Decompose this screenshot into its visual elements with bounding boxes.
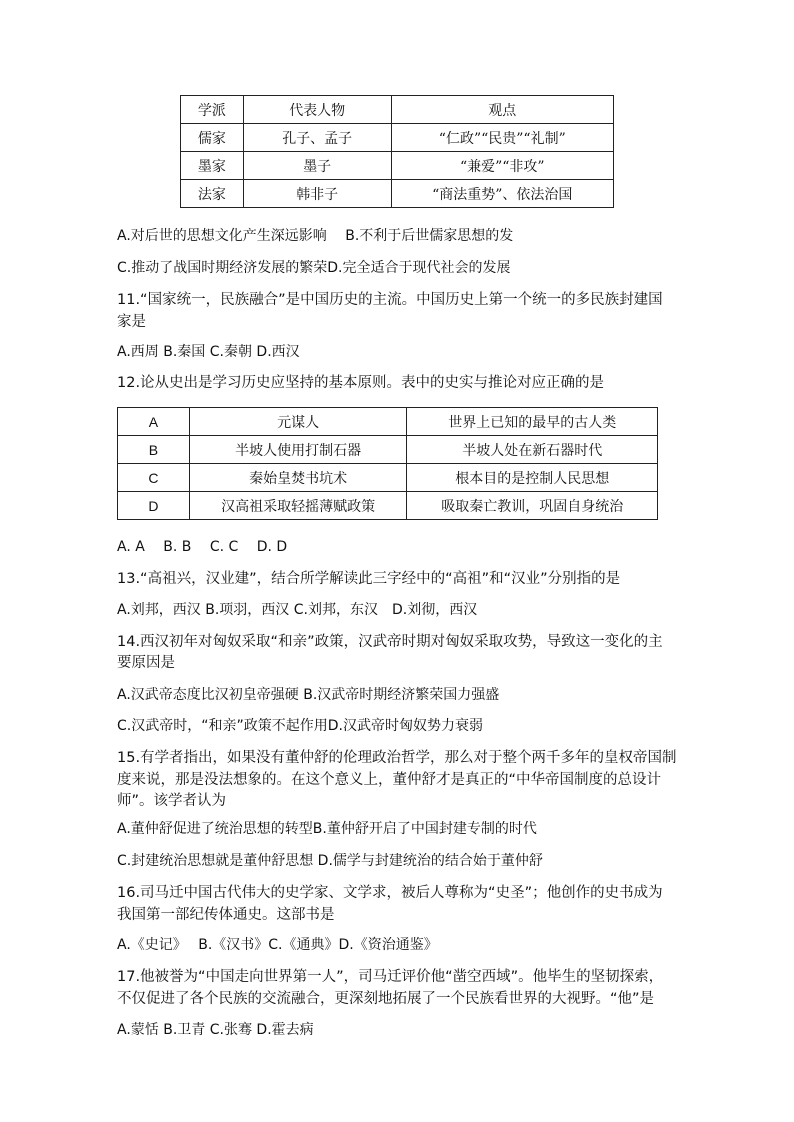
table-row — [181, 180, 614, 208]
table-row — [181, 124, 614, 152]
q14-options-line1: A.汉武帝态度比汉初皇帝强硬 B.汉武帝时期经济繁荣国力强盛 — [117, 687, 500, 703]
q10-options-line1: A.对后世的思想文化产生深远影响 B.不利于后世儒家思想的发 — [117, 228, 514, 244]
table-cell: 法家 — [181, 180, 244, 208]
q13-options: A.刘邦，西汉 B.项羽，西汉 C.刘邦，东汉 D.刘彻，西汉 — [117, 602, 478, 618]
q16-stem-line2: 我国第一部纪传体通史。这部书是 — [117, 907, 335, 923]
q15-stem-line3: 师”。该学者认为 — [117, 793, 227, 809]
q11-options: A.西周 B.秦国 C.秦朝 D.西汉 — [117, 344, 300, 360]
q13-stem: 13.“高祖兴，汉业建”，结合所学解读此三字经中的“高祖”和“汉业”分别指的是 — [117, 571, 621, 587]
q16-stem-line1: 16.司马迁中国古代伟大的史学家、文学求，被后人尊称为“史圣”；他创作的史书成为 — [117, 885, 663, 901]
table-row — [118, 408, 658, 436]
q14-stem-line2: 要原因是 — [117, 655, 175, 671]
q10-options-line2: C.推动了战国时期经济发展的繁荣D.完全适合于现代社会的发展 — [117, 260, 511, 276]
q15-options-line1: A.董仲舒促进了统治思想的转型B.董仲舒开启了中国封建专制的时代 — [117, 821, 537, 837]
q17-options: A.蒙恬 B.卫青 C.张骞 D.霍去病 — [117, 1022, 314, 1038]
q11-stem-line2: 家是 — [117, 314, 146, 330]
q14-stem-line1: 14.西汉初年对匈奴采取“和亲”政策，汉武帝时期对匈奴采取攻势，导致这一变化的主 — [117, 634, 663, 650]
table-cell: 元谋人 — [189, 408, 407, 436]
table-cell: A — [118, 408, 190, 436]
table-cell: 半坡人使用打制石器 — [189, 436, 407, 464]
table-header-cell: 观点 — [391, 96, 613, 124]
q17-stem-line2: 不仅促进了各个民族的交流融合，更深刻地拓展了一个民族看世界的大视野。“他”是 — [117, 991, 655, 1007]
q12-options: A. A B. B C. C D. D — [117, 539, 288, 555]
table-cell: 世界上已知的最早的古人类 — [407, 408, 658, 436]
table-header-cell: 代表人物 — [243, 96, 391, 124]
table-header-row — [181, 96, 614, 124]
table-cell: 吸取秦亡教训，巩固自身统治 — [407, 492, 658, 520]
table-cell: 孔子、孟子 — [243, 124, 391, 152]
q15-stem-line2: 度来说，那是没法想象的。在这个意义上，董仲舒才是真正的“中华帝国制度的总设计 — [117, 772, 662, 788]
table-cell: 墨家 — [181, 152, 244, 180]
table-row — [181, 152, 614, 180]
table-cell: “兼爱”“非攻” — [391, 152, 613, 180]
q14-options-line2: C.汉武帝时，“和亲”政策不起作用D.汉武帝时匈奴势力衰弱 — [117, 718, 483, 734]
table-cell: “商法重势”、依法治国 — [391, 180, 613, 208]
table-cell: 秦始皇焚书坑术 — [189, 464, 407, 492]
table-cell: B — [118, 436, 190, 464]
table-cell: D — [118, 492, 190, 520]
q12-stem: 12.论从史出是学习历史应坚持的基本原则。表中的史实与推论对应正确的是 — [117, 375, 605, 391]
q15-stem-line1: 15.有学者指出，如果没有董仲舒的伦理政治哲学，那么对于整个两千多年的皇权帝国制 — [117, 750, 677, 766]
table-row — [118, 436, 658, 464]
q16-options: A.《史记》 B.《汉书》C.《通典》D.《资治通鉴》 — [117, 937, 438, 953]
fact-inference-table — [117, 407, 658, 520]
table-row — [118, 492, 658, 520]
table-cell: C — [118, 464, 190, 492]
q15-options-line2: C.封建统治思想就是董仲舒思想 D.儒学与封建统治的结合始于董仲舒 — [117, 853, 543, 869]
table-cell: 韩非子 — [243, 180, 391, 208]
table-cell: “仁政”“民贵”“礼制” — [391, 124, 613, 152]
table-row — [118, 464, 658, 492]
table-cell: 半坡人处在新石器时代 — [407, 436, 658, 464]
q17-stem-line1: 17.他被誉为“中国走向世界第一人”，司马迁评价他“凿空西域”。他毕生的坚韧探索， — [117, 969, 664, 985]
q11-stem-line1: 11.“国家统一，民族融合”是中国历史的主流。中国历史上第一个统一的多民族封建国 — [117, 292, 663, 308]
school-thought-table — [180, 95, 614, 208]
table-cell: 根本目的是控制人民思想 — [407, 464, 658, 492]
table-cell: 儒家 — [181, 124, 244, 152]
table-cell: 汉高祖采取轻摇薄赋政策 — [189, 492, 407, 520]
table-header-cell: 学派 — [181, 96, 244, 124]
table-cell: 墨子 — [243, 152, 391, 180]
